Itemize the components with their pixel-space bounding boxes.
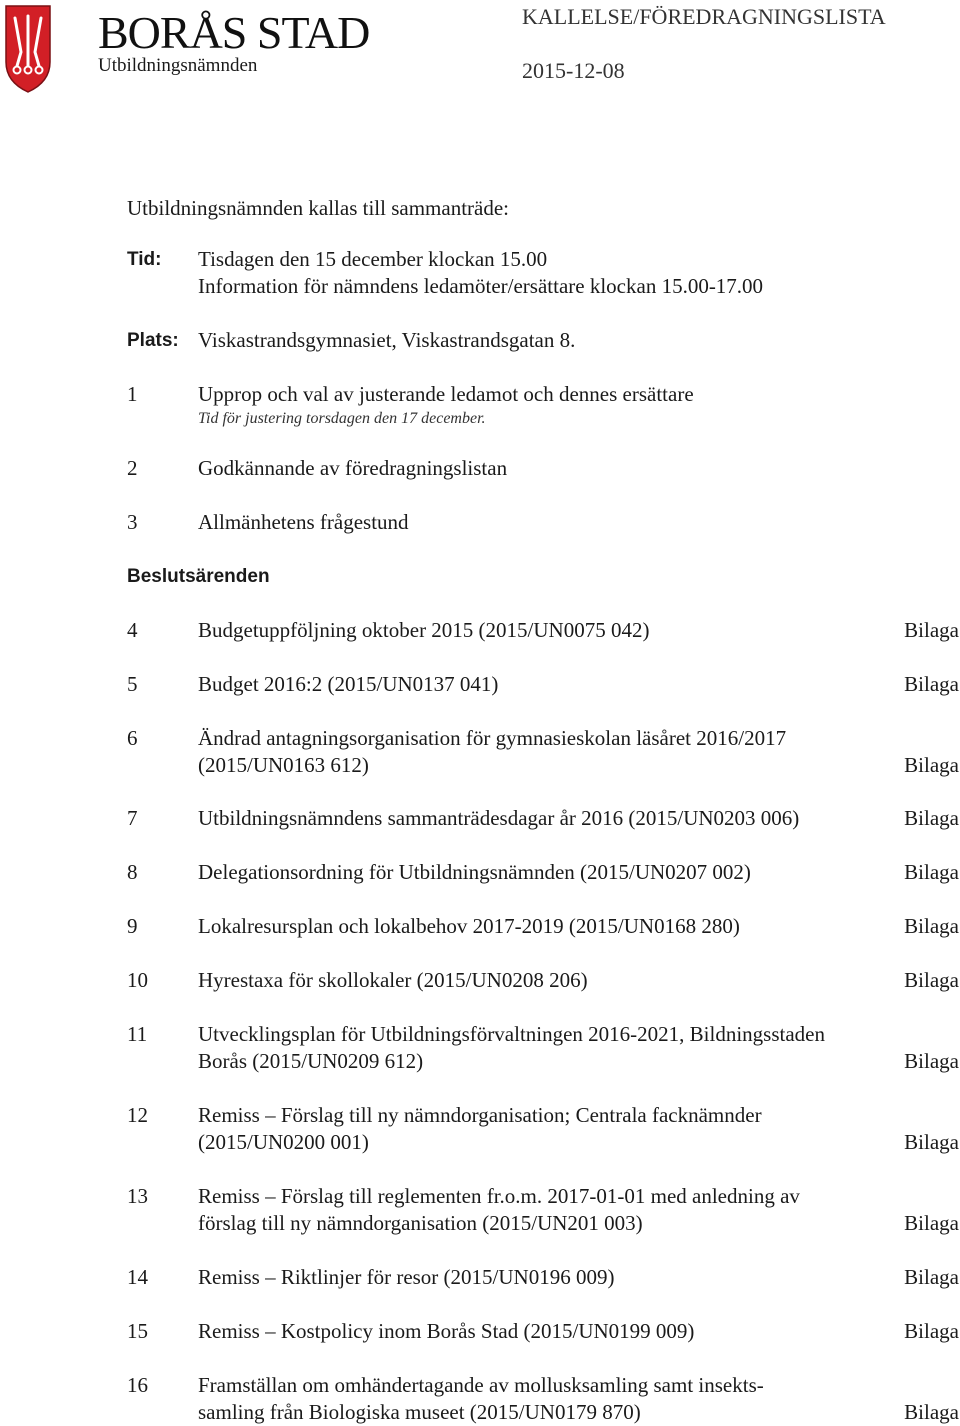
attachment-label: Bilaga <box>904 968 959 992</box>
attachment-label: Bilaga <box>904 1049 959 1073</box>
item-title: Godkännande av föredragningslistan <box>198 456 508 480</box>
item-title: Framställan om omhändertagande av mollusksamling samt insekts- <box>198 1373 764 1397</box>
meeting-time <box>127 246 959 300</box>
agenda-item <box>127 725 959 779</box>
agenda-item <box>127 617 959 644</box>
item-title: Ändrad antagningsorganisation för gymnasieskolan läsåret 2016/2017 <box>198 726 787 750</box>
agenda-item <box>127 671 959 698</box>
item-number: 10 <box>127 968 148 992</box>
item-title-continued: (2015/UN0200 001) <box>198 1130 369 1154</box>
item-title: Budgetuppföljning oktober 2015 (2015/UN0075 042) <box>198 618 650 642</box>
item-number: 8 <box>127 860 138 884</box>
time-value: Tisdagen den 15 december klockan 15.00 <box>198 247 548 271</box>
item-title-continued: Borås (2015/UN0209 612) <box>198 1049 424 1073</box>
item-title: Remiss – Kostpolicy inom Borås Stad (2015/UN0199 009) <box>198 1319 695 1343</box>
information-time: Information för nämndens ledamöter/ersättare klockan 15.00-17.00 <box>198 274 764 298</box>
section-heading: Beslutsärenden <box>127 566 270 587</box>
organization-name: BORÅS STAD <box>98 7 370 58</box>
item-number: 12 <box>127 1103 148 1127</box>
attachment-label: Bilaga <box>904 1319 959 1343</box>
attachment-label: Bilaga <box>904 860 959 884</box>
document-type: KALLELSE/FÖREDRAGNINGSLISTA <box>522 4 886 29</box>
item-number: 11 <box>127 1022 148 1046</box>
item-number: 1 <box>127 382 138 406</box>
agenda-item <box>127 1183 959 1237</box>
item-title: Delegationsordning för Utbildningsnämnden (2015/UN0207 002) <box>198 860 751 884</box>
attachment-label: Bilaga <box>904 1400 959 1424</box>
agenda-item <box>127 1372 959 1426</box>
attachment-label: Bilaga <box>904 672 959 696</box>
agenda-content <box>127 194 959 1426</box>
place-label: Plats: <box>127 330 179 351</box>
item-number: 7 <box>127 806 138 830</box>
item-number: 15 <box>127 1319 148 1343</box>
boras-coat-of-arms-logo <box>4 4 52 94</box>
item-title: Lokalresursplan och lokalbehov 2017-2019 (2015/UN0168 280) <box>198 914 740 938</box>
item-number: 16 <box>127 1373 148 1397</box>
attachment-label: Bilaga <box>904 1130 959 1154</box>
agenda-item <box>127 381 959 430</box>
item-title: Remiss – Riktlinjer för resor (2015/UN0196 009) <box>198 1265 615 1289</box>
place-value: Viskastrandsgymnasiet, Viskastrandsgatan 8. <box>198 328 576 352</box>
agenda-item <box>127 1021 959 1075</box>
item-number: 2 <box>127 456 138 480</box>
item-title-continued: samling från Biologiska museet (2015/UN0179 870) <box>198 1400 641 1424</box>
meeting-place <box>127 327 959 354</box>
time-label: Tid: <box>127 249 162 270</box>
item-title: Remiss – Förslag till reglementen fr.o.m. 2017-01-01 med anledning av <box>198 1184 800 1208</box>
item-title-continued: förslag till ny nämndorganisation (2015/UN201 003) <box>198 1211 643 1235</box>
item-title: Budget 2016:2 (2015/UN0137 041) <box>198 672 499 696</box>
agenda-item <box>127 1264 959 1291</box>
attachment-label: Bilaga <box>904 1265 959 1289</box>
item-number: 5 <box>127 672 138 696</box>
item-title: Utvecklingsplan för Utbildningsförvaltningen 2016-2021, Bildningsstaden <box>198 1022 826 1046</box>
agenda-item <box>127 1318 959 1345</box>
item-number: 3 <box>127 510 138 534</box>
item-number: 6 <box>127 726 138 750</box>
organization-department: Utbildningsnämnden <box>98 55 258 76</box>
item-number: 13 <box>127 1184 148 1208</box>
item-note: Tid för justering torsdagen den 17 december. <box>198 410 486 427</box>
attachment-label: Bilaga <box>904 1211 959 1235</box>
agenda-item <box>127 509 959 536</box>
item-title: Hyrestaxa för skollokaler (2015/UN0208 206) <box>198 968 588 992</box>
item-number: 4 <box>127 618 138 642</box>
agenda-item <box>127 859 959 886</box>
meeting-invitation: Utbildningsnämnden kallas till sammanträde: <box>127 196 510 220</box>
item-title: Remiss – Förslag till ny nämndorganisation; Centrala facknämnder <box>198 1103 762 1127</box>
item-number: 14 <box>127 1265 148 1289</box>
item-title: Utbildningsnämndens sammanträdesdagar år 2016 (2015/UN0203 006) <box>198 806 800 830</box>
attachment-label: Bilaga <box>904 806 959 830</box>
document-date: 2015-12-08 <box>522 58 625 83</box>
attachment-label: Bilaga <box>904 914 959 938</box>
agenda-item <box>127 455 959 482</box>
agenda-item <box>127 913 959 940</box>
attachment-label: Bilaga <box>904 753 959 777</box>
attachment-label: Bilaga <box>904 618 959 642</box>
agenda-item <box>127 1102 959 1156</box>
item-title: Upprop och val av justerande ledamot och dennes ersättare <box>198 382 694 406</box>
item-title: Allmänhetens frågestund <box>198 510 409 534</box>
agenda-item <box>127 805 959 832</box>
item-title-continued: (2015/UN0163 612) <box>198 753 369 777</box>
agenda-item <box>127 967 959 994</box>
item-number: 9 <box>127 914 138 938</box>
